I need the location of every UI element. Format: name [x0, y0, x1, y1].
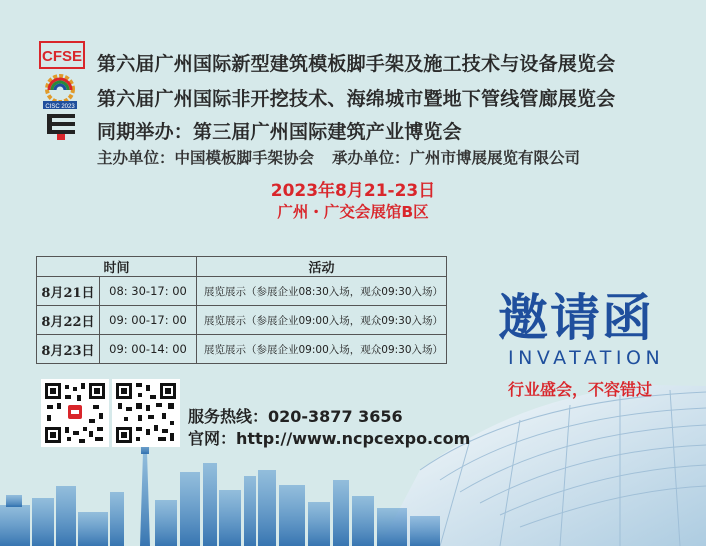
organizers-line [97, 146, 580, 168]
schedule-activity: 展览展示（参展企业08:30入场，观众09:30入场） [197, 277, 447, 306]
undertaker-organizer: 承办单位：广州市博展展览有限公司 [332, 149, 581, 167]
schedule-row [37, 277, 447, 306]
schedule-time: 09: 00-17: 00 [100, 306, 197, 335]
invitation-slogan: 行业盛会，不容错过 [508, 380, 653, 399]
cisc-logo-text: CISC 2023 [45, 104, 75, 110]
header-activity: 活动 [197, 257, 447, 277]
schedule-table [36, 256, 447, 364]
qr-code-icon[interactable] [41, 379, 109, 447]
cisc-gear-logo-icon [41, 74, 79, 110]
exhibition-title-1: 第六届广州国际新型建筑模板脚手架及施工技术与设备展览会 [97, 53, 616, 75]
event-date: 2023年8月21-23日 [270, 181, 436, 201]
host-organizer: 主办单位：中国模板脚手架协会 [97, 149, 315, 167]
schedule-row [37, 335, 447, 364]
cfse-logo-text: CFSE [41, 48, 83, 65]
schedule-activity: 展览展示（参展企业09:00入场，观众09:30入场） [197, 306, 447, 335]
schedule-activity: 展览展示（参展企业09:00入场，观众09:30入场） [197, 335, 447, 364]
schedule-day: 8月21日 [37, 277, 100, 306]
schedule-time: 08: 30-17: 00 [100, 277, 197, 306]
exhibition-title-2: 第六届广州国际非开挖技术、海绵城市暨地下管线管廊展览会 [97, 88, 616, 110]
invitation-title-english: INVATATION [508, 347, 665, 369]
website-link[interactable]: 官网：http://www.ncpcexpo.com [188, 429, 471, 448]
header-time: 时间 [37, 257, 197, 277]
concurrent-event-title: 同期举办：第三届广州国际建筑产业博览会 [97, 121, 462, 143]
qr-code-icon[interactable] [112, 379, 180, 447]
service-hotline: 服务热线：020-3877 3656 [188, 407, 403, 426]
schedule-day: 8月23日 [37, 335, 100, 364]
invitation-title: 邀请函 [498, 289, 654, 347]
schedule-header-row [37, 257, 447, 277]
building-logo-icon [45, 112, 77, 140]
event-venue: 广州・广交会展馆B区 [277, 203, 429, 221]
schedule-time: 09: 00-14: 00 [100, 335, 197, 364]
schedule-day: 8月22日 [37, 306, 100, 335]
schedule-row [37, 306, 447, 335]
cfse-logo-icon [39, 41, 85, 69]
